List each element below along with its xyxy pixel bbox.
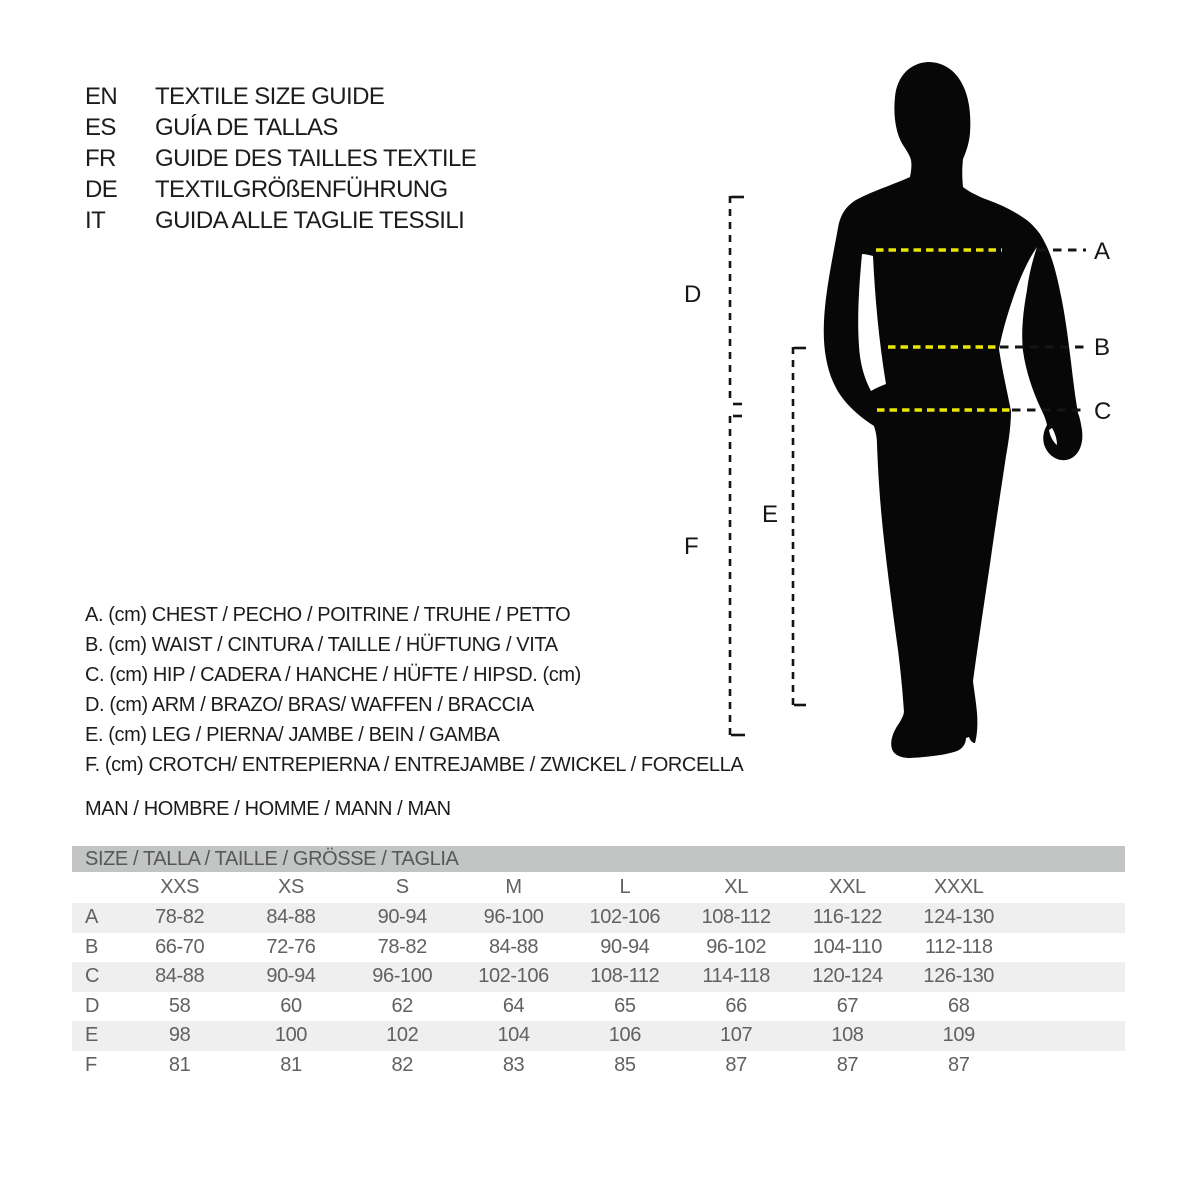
col-header-m: M <box>505 876 522 898</box>
label-hip-c: C <box>1094 398 1112 425</box>
row-label: F <box>85 1053 97 1076</box>
cell: 81 <box>280 1053 302 1076</box>
cell: 116-122 <box>812 906 882 929</box>
label-waist-b: B <box>1094 334 1111 361</box>
lang-title: TEXTILE SIZE GUIDE <box>155 82 385 110</box>
cell: 84-88 <box>488 935 539 958</box>
cell: 102 <box>386 1024 419 1047</box>
lang-code: ES <box>85 113 116 141</box>
col-header-s: S <box>395 876 409 898</box>
lang-title: GUIDE DES TAILLES TEXTILE <box>155 144 477 172</box>
row-label: E <box>85 1024 98 1047</box>
cell: 108-112 <box>701 906 771 929</box>
lang-row-fr <box>85 143 476 174</box>
cell: 90-94 <box>377 906 427 929</box>
cell: 90-94 <box>266 965 316 988</box>
cell: 108-112 <box>590 965 660 988</box>
cell: 78-82 <box>155 906 205 929</box>
cell: 87 <box>836 1053 859 1076</box>
col-header-xxxl: XXXL <box>933 876 984 898</box>
row-label: D <box>85 994 100 1017</box>
cell: 90-94 <box>600 935 650 958</box>
label-arm-d: D <box>684 281 702 308</box>
language-title-block <box>85 81 476 236</box>
col-header-xxl: XXL <box>829 876 866 898</box>
cell: 60 <box>280 994 302 1017</box>
cell: 84-88 <box>266 906 316 929</box>
cell: 98 <box>168 1024 191 1047</box>
cell: 82 <box>391 1053 413 1076</box>
cell: 58 <box>168 994 191 1017</box>
cell: 78-82 <box>377 935 427 958</box>
cell: 67 <box>836 994 859 1017</box>
table-row-c <box>72 962 1125 992</box>
size-table-title-bar <box>72 846 1125 872</box>
gender-line: MAN / HOMBRE / HOMME / MANN / MAN <box>85 797 451 820</box>
row-label: C <box>85 965 100 988</box>
lang-title: GUIDA ALLE TAGLIE TESSILI <box>155 206 465 234</box>
legend-leg: E. (cm) LEG / PIERNA/ JAMBE / BEIN / GAMBA <box>85 723 500 746</box>
cell: 96-102 <box>706 935 767 958</box>
cell: 96-100 <box>372 965 433 988</box>
table-row-a <box>72 903 1125 933</box>
cell: 114-118 <box>702 965 770 988</box>
cell: 104 <box>497 1024 530 1047</box>
legend-waist: B. (cm) WAIST / CINTURA / TAILLE / HÜFTUNG / VITA <box>85 633 558 656</box>
size-table <box>72 846 1125 1080</box>
lang-row-de <box>85 174 476 205</box>
cell: 83 <box>502 1053 525 1076</box>
measurement-legend <box>85 600 743 780</box>
cell: 126-130 <box>923 965 995 988</box>
lang-code: IT <box>85 206 106 234</box>
cell: 100 <box>274 1024 308 1047</box>
cell: 109 <box>942 1024 975 1047</box>
table-row-e <box>72 1021 1125 1051</box>
cell: 104-110 <box>812 935 882 958</box>
cell: 62 <box>391 994 413 1017</box>
table-row-f <box>72 1051 1125 1081</box>
lang-row-it <box>85 205 476 236</box>
legend-hip: C. (cm) HIP / CADERA / HANCHE / HÜFTE / HIPSD. (cm) <box>85 663 581 686</box>
label-leg-e: E <box>762 501 779 528</box>
col-header-l: L <box>619 876 631 898</box>
cell: 102-106 <box>589 906 661 929</box>
row-label: B <box>85 935 98 958</box>
lang-code: FR <box>85 144 116 172</box>
table-row-d <box>72 992 1125 1022</box>
cell: 112-118 <box>924 935 993 958</box>
cell: 72-76 <box>266 935 316 958</box>
label-chest-a: A <box>1094 238 1111 265</box>
cell: 96-100 <box>483 906 544 929</box>
cell: 107 <box>720 1024 753 1047</box>
cell: 66 <box>725 994 747 1017</box>
row-label: A <box>85 906 98 929</box>
cell: 65 <box>614 994 636 1017</box>
legend-arm: D. (cm) ARM / BRAZO/ BRAS/ WAFFEN / BRACCIA <box>85 693 534 716</box>
cell: 108 <box>831 1024 864 1047</box>
cell: 68 <box>948 994 970 1017</box>
cell: 87 <box>948 1053 970 1076</box>
size-table-title: SIZE / TALLA / TAILLE / GRÖSSE / TAGLIA <box>85 847 459 870</box>
cell: 87 <box>725 1053 747 1076</box>
cell: 84-88 <box>155 965 205 988</box>
cell: 85 <box>614 1053 636 1076</box>
lang-code: EN <box>85 82 118 110</box>
cell: 66-70 <box>155 935 205 958</box>
size-table-header-row <box>72 872 1125 903</box>
lang-title: TEXTILGRÖßENFÜHRUNG <box>155 175 448 203</box>
lang-row-es <box>85 112 476 143</box>
cell: 81 <box>168 1053 191 1076</box>
lang-row-en <box>85 81 476 112</box>
legend-chest: A. (cm) CHEST / PECHO / POITRINE / TRUHE / PETTO <box>85 603 571 626</box>
cell: 102-106 <box>478 965 549 988</box>
cell: 124-130 <box>923 906 995 929</box>
cell: 120-124 <box>812 965 883 988</box>
table-row-b <box>72 933 1125 963</box>
lang-code: DE <box>85 175 118 203</box>
lang-title: GUÍA DE TALLAS <box>155 113 338 141</box>
col-header-xxs: XXS <box>160 876 200 898</box>
col-header-xs: XS <box>278 876 304 898</box>
col-header-xl: XL <box>724 876 748 898</box>
legend-crotch: F. (cm) CROTCH/ ENTREPIERNA / ENTREJAMBE / ZWICKEL / FORCELLA <box>85 753 744 776</box>
cell: 106 <box>608 1024 641 1047</box>
cell: 64 <box>502 994 525 1017</box>
label-crotch-f: F <box>684 533 699 560</box>
